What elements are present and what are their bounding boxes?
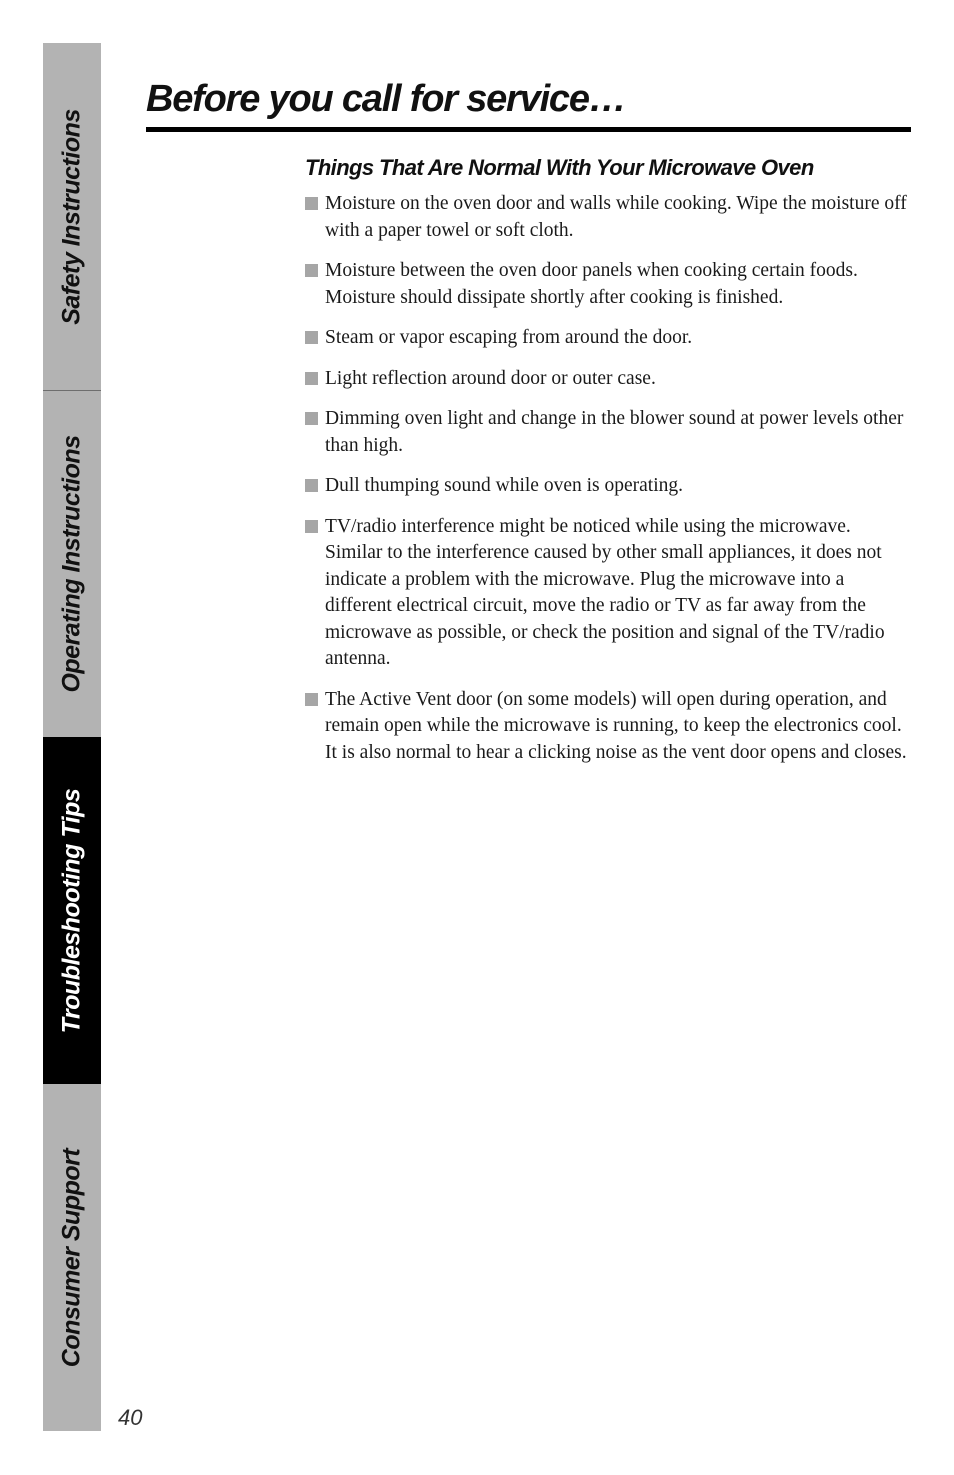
tab-label: Consumer Support: [57, 1148, 86, 1367]
list-item-text: TV/radio interference might be noticed while using the microwave. Similar to the interference caused by other small appliances, it does not indicate a problem with the microwave. Plug the microwave into a different electrical circuit, move the radio or TV as far away from the microwave as possible, or check the position and signal of the TV/radio antenna.: [325, 515, 885, 669]
list-item-text: Moisture on the oven door and walls while cooking. Wipe the moisture off with a paper towel or soft cloth.: [325, 193, 907, 241]
square-bullet-icon: [305, 264, 318, 277]
list-item-text: Dimming oven light and change in the blower sound at power levels other than high.: [325, 408, 904, 456]
square-bullet-icon: [305, 372, 318, 385]
tab-label: Troubleshooting Tips: [57, 788, 86, 1033]
side-tab-bar: [43, 43, 101, 1431]
list-item: [305, 191, 910, 244]
list-item: [305, 325, 910, 352]
tab-label: Safety Instructions: [57, 108, 86, 325]
tab-label: Operating Instructions: [57, 435, 86, 693]
square-bullet-icon: [305, 520, 318, 533]
list-item: [305, 514, 910, 673]
list-item-text: Light reflection around door or outer case.: [325, 367, 656, 389]
tab-safety-instructions[interactable]: [43, 43, 101, 390]
square-bullet-icon: [305, 197, 318, 210]
square-bullet-icon: [305, 412, 318, 425]
normal-conditions-list: [305, 191, 910, 780]
list-item: [305, 258, 910, 311]
list-item-text: The Active Vent door (on some models) will open during operation, and remain open while the microwave is running, to keep the electronics cool. It is also normal to hear a clicking noise as the vent door opens and closes.: [325, 688, 907, 763]
list-item: [305, 473, 910, 500]
list-item: [305, 406, 910, 459]
page-title: Before you call for service…: [146, 78, 626, 120]
title-rule: [146, 127, 911, 132]
page-number: 40: [118, 1405, 143, 1430]
tab-operating-instructions[interactable]: [43, 391, 101, 737]
list-item: [305, 687, 910, 767]
square-bullet-icon: [305, 479, 318, 492]
list-item: [305, 366, 910, 393]
list-item-text: Moisture between the oven door panels when cooking certain foods. Moisture should dissipate shortly after cooking is finished.: [325, 260, 858, 308]
square-bullet-icon: [305, 331, 318, 344]
section-heading: Things That Are Normal With Your Microwave Oven: [305, 155, 814, 180]
tab-troubleshooting-tips[interactable]: [43, 737, 101, 1084]
list-item-text: Dull thumping sound while oven is operating.: [325, 475, 684, 496]
tab-consumer-support[interactable]: [43, 1084, 101, 1431]
square-bullet-icon: [305, 693, 318, 706]
list-item-text: Steam or vapor escaping from around the door.: [325, 327, 693, 348]
